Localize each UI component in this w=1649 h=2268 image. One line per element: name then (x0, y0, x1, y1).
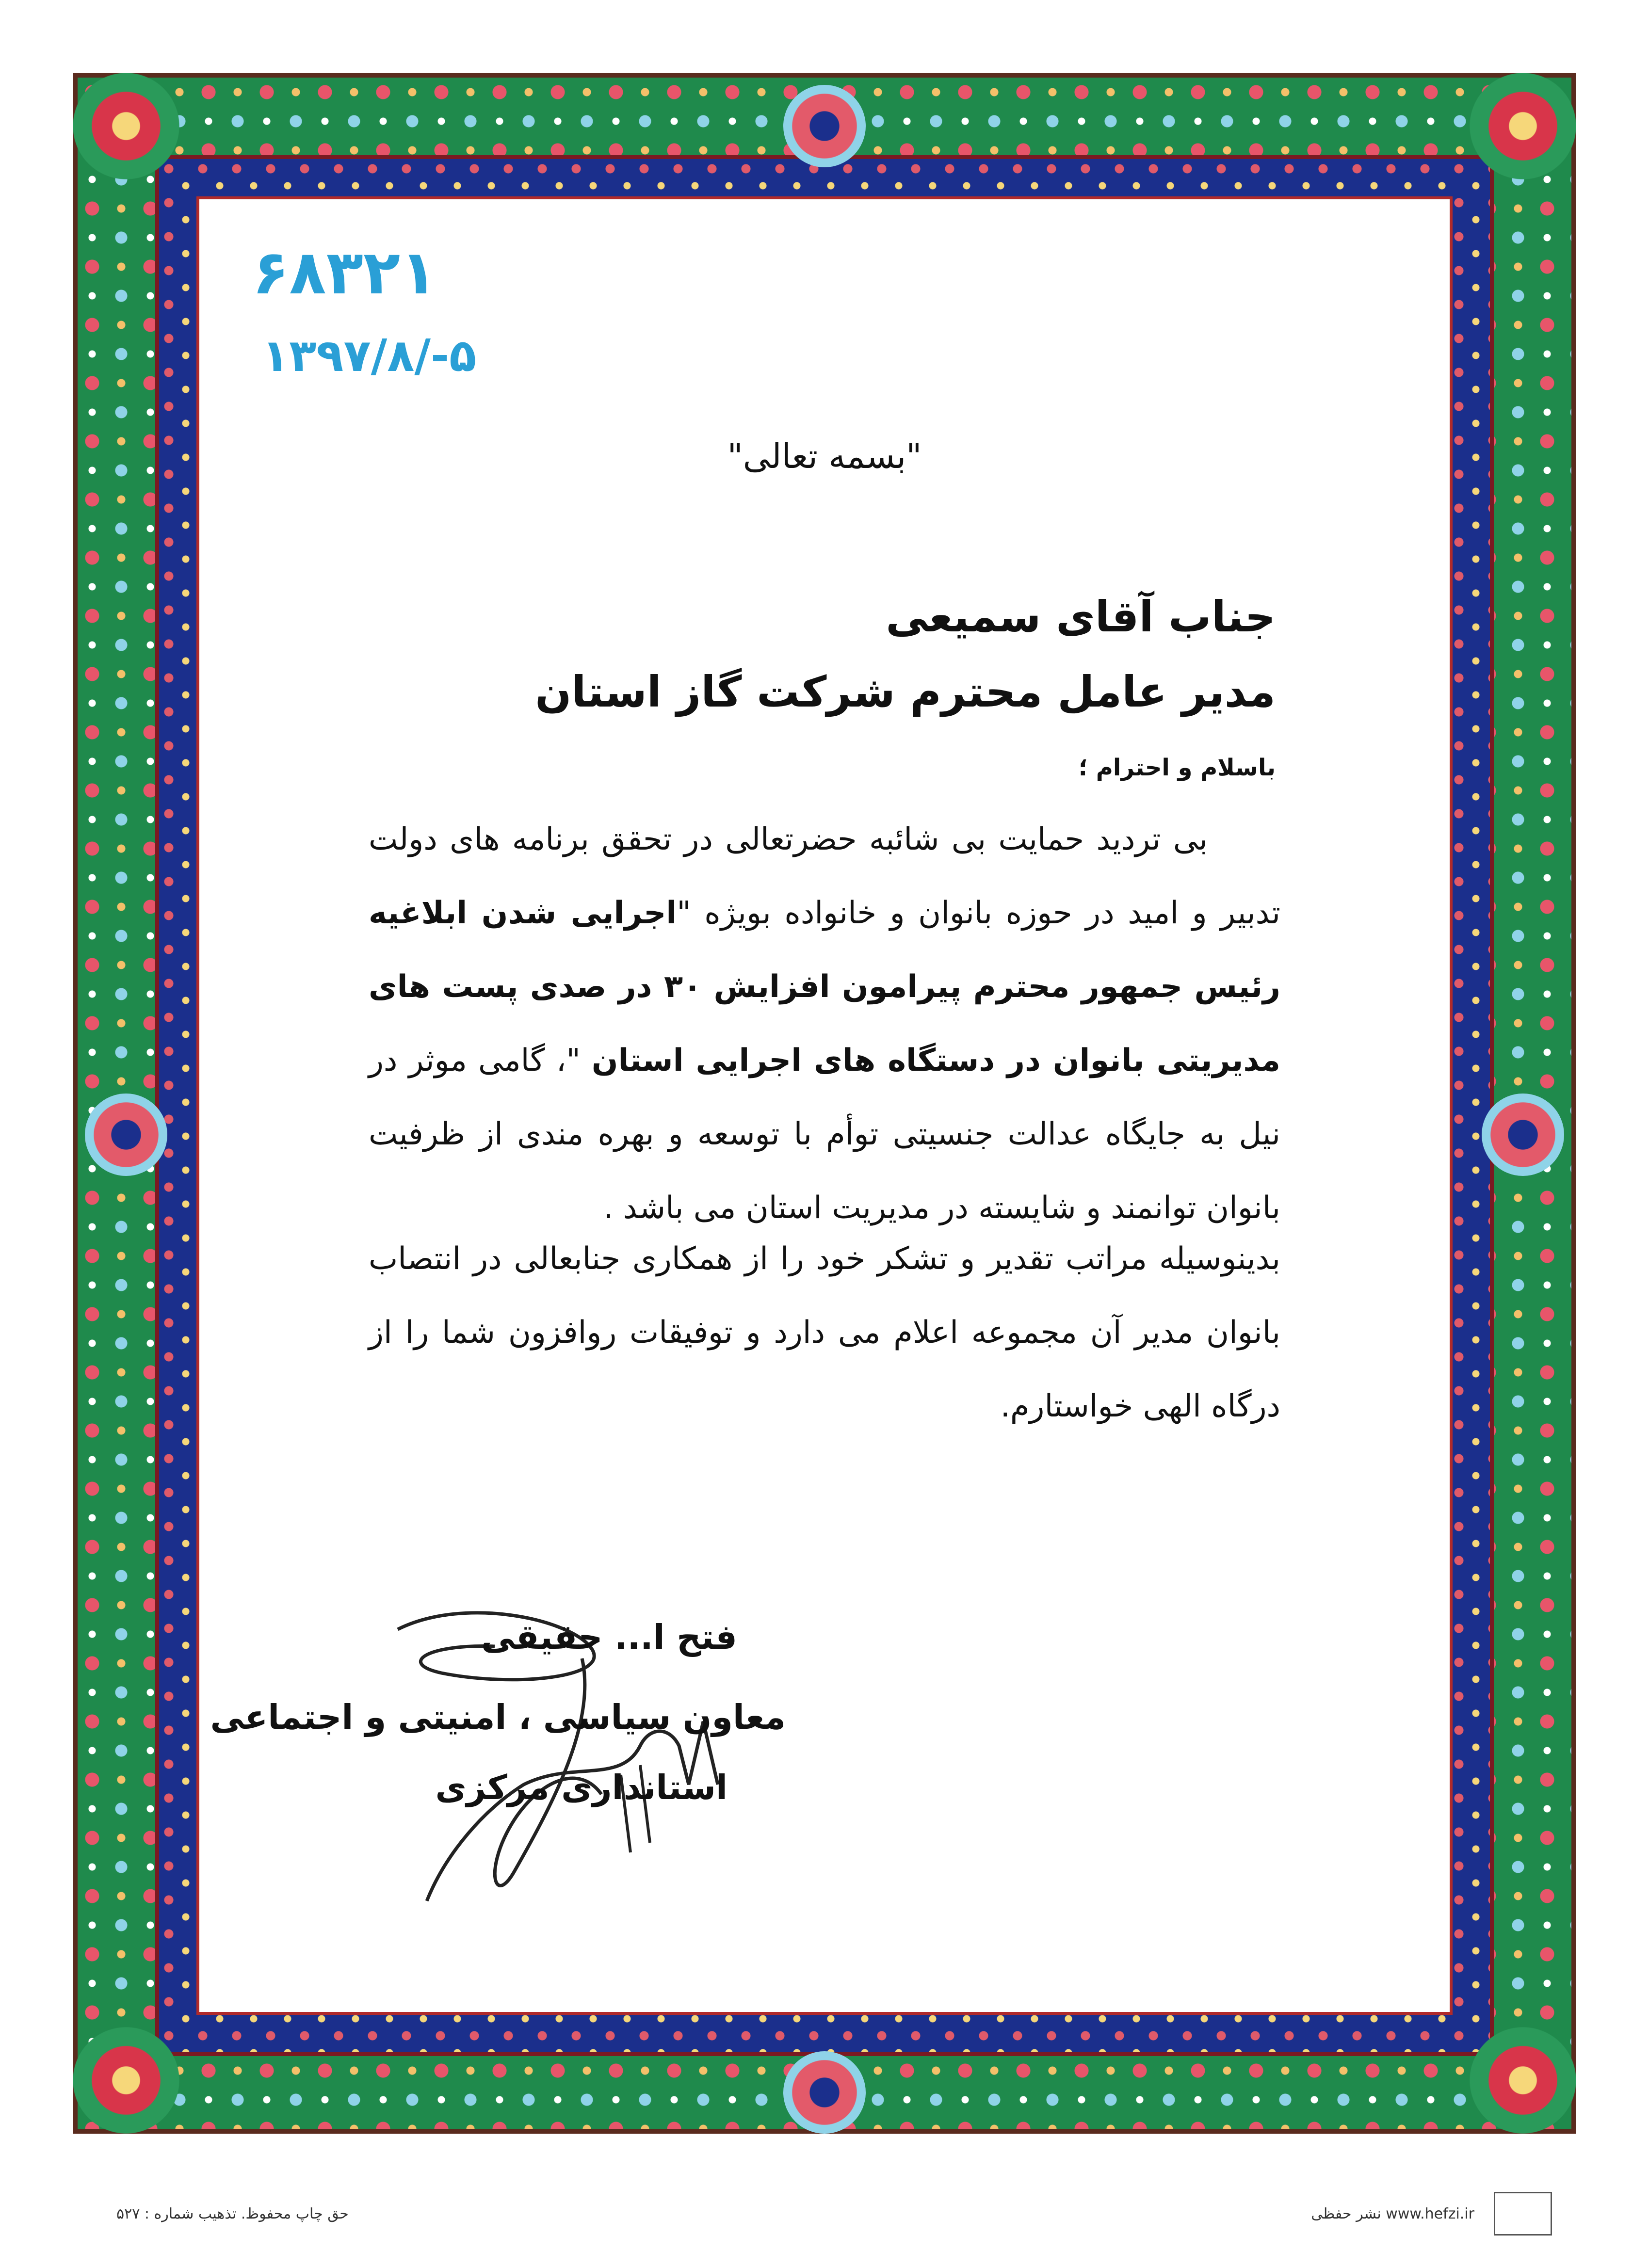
medallion-ornament-icon (783, 2051, 866, 2134)
salutation: باسلام و احترام ؛ (1078, 754, 1276, 781)
corner-ornament-icon (1470, 2027, 1576, 2134)
medallion-ornament-icon (85, 1094, 167, 1176)
footer-copyright: حق چاپ محفوظ. تذهیب شماره : ۵۲۷ (116, 2205, 349, 2222)
recipient-name: جناب آقای سمیعی (886, 592, 1276, 642)
footer-publisher: www.hefzi.ir نشر حفظی (1311, 2205, 1474, 2222)
paragraph-1-emphasis: اجرایی شدن ابلاغیه رئیس جمهور محترم پیرامون افزایش ۳۰ در صدی پست های مدیریتی بانوان در دستگاه های اجرایی استان (369, 895, 1281, 1078)
paragraph-1-part-a: بی تردید حمایت بی شائبه حضرتعالی در تحقق برنامه های دولت تدبیر و امید در حوزه بانوان و خانواده بویژه " (369, 821, 1281, 931)
body-paragraph-2: بدینوسیله مراتب تقدیر و تشکر خود را از همکاری جنابعالی در انتصاب بانوان مدیر آن مجموعه اعلام می دارد و توفیقات روافزون شما را از درگاه الهی خواستارم. (369, 1241, 1280, 1424)
bismillah-heading: "بسمه تعالی" (727, 436, 922, 476)
signatory-title: معاون سیاسی ، امنیتی و اجتماعی (210, 1697, 786, 1737)
signatory-name: فتح ا... حقیقی (481, 1617, 737, 1657)
registration-date: ۱۳۹۷/۸/-۵ (262, 330, 477, 382)
recipient-title: مدیر عامل محترم شرکت گاز استان (535, 667, 1276, 717)
corner-ornament-icon (73, 2027, 179, 2134)
paragraph-1-part-b: "، گامی موثر در نیل به جایگاه عدالت جنسیتی توأم با توسعه و بهره مندی از ظرفیت بانوان توانمند و شایسته در مدیریت استان می باشد . (369, 1043, 1280, 1226)
medallion-ornament-icon (783, 85, 866, 167)
medallion-ornament-icon (1482, 1094, 1564, 1176)
body-paragraph-1 (369, 803, 1280, 1245)
signatory-organization: استانداری مرکزی (435, 1768, 728, 1807)
registration-number: ۶۸۳۲۱ (252, 238, 437, 308)
corner-ornament-icon (73, 73, 179, 179)
publisher-logo-icon (1494, 2192, 1552, 2236)
corner-ornament-icon (1470, 73, 1576, 179)
